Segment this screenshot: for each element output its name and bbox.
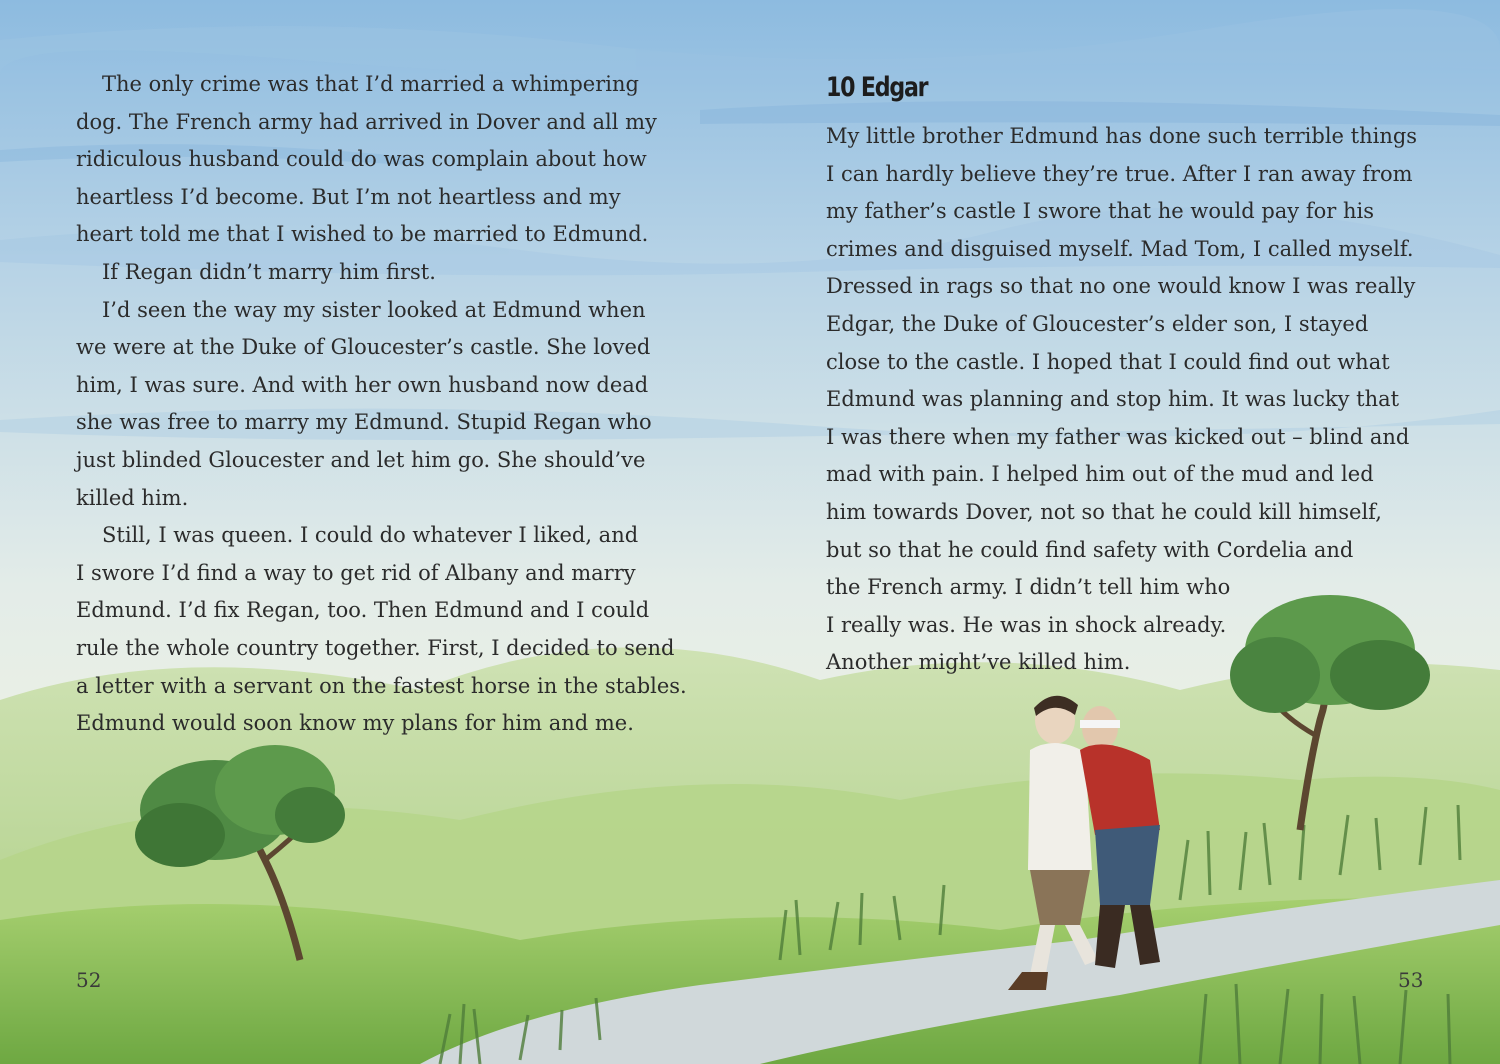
text-line: I was there when my father was kicked out – blind and bbox=[826, 424, 1410, 449]
text-line: The only crime was that I’d married a whimpering bbox=[102, 72, 639, 96]
text-line: my father’s castle I swore that he would pay for his bbox=[826, 199, 1374, 224]
text-line: a letter with a servant on the fastest horse in the stables. bbox=[76, 673, 687, 698]
text-line: Edmund was planning and stop him. It was lucky that bbox=[826, 387, 1400, 412]
text-line: I swore I’d find a way to get rid of Albany and marry bbox=[76, 560, 636, 585]
text-line: Dressed in rags so that no one would know I was really bbox=[826, 274, 1416, 299]
right-page-text bbox=[826, 118, 1446, 682]
text-line: heart told me that I wished to be married to Edmund. bbox=[76, 222, 649, 247]
text-line: we were at the Duke of Gloucester’s castle. She loved bbox=[76, 335, 651, 360]
page-number-left: 52 bbox=[76, 968, 102, 992]
chapter-title: 10 Edgar bbox=[826, 72, 928, 103]
text-line: crimes and disguised myself. Mad Tom, I called myself. bbox=[826, 236, 1414, 261]
text-line: Edgar, the Duke of Gloucester’s elder son, I stayed bbox=[826, 311, 1369, 336]
page-number-right: 53 bbox=[1398, 968, 1424, 992]
text-line: If Regan didn’t marry him first. bbox=[102, 259, 436, 284]
text-line: I can hardly believe they’re true. After I ran away from bbox=[826, 161, 1413, 186]
text-line: heartless I’d become. But I’m not heartless and my bbox=[76, 184, 621, 209]
text-line: but so that he could find safety with Cordelia and bbox=[826, 537, 1354, 562]
text-line: I really was. He was in shock already. bbox=[826, 612, 1227, 637]
text-line: ridiculous husband could do was complain about how bbox=[76, 147, 647, 172]
text-line: she was free to marry my Edmund. Stupid Regan who bbox=[76, 410, 652, 435]
text-line: close to the castle. I hoped that I could find out what bbox=[826, 349, 1390, 374]
text-line: just blinded Gloucester and let him go. She should’ve bbox=[76, 447, 646, 472]
text-line: dog. The French army had arrived in Dover and all my bbox=[76, 109, 657, 134]
text-line: killed him. bbox=[76, 485, 189, 510]
text-line: I’d seen the way my sister looked at Edmund when bbox=[102, 297, 646, 322]
text-line: My little brother Edmund has done such terrible things bbox=[826, 124, 1418, 148]
text-line: mad with pain. I helped him out of the mud and led bbox=[826, 462, 1374, 487]
text-line: Edmund. I’d fix Regan, too. Then Edmund and I could bbox=[76, 598, 650, 623]
text-line: him towards Dover, not so that he could kill himself, bbox=[826, 499, 1382, 524]
text-line: him, I was sure. And with her own husband now dead bbox=[76, 372, 649, 397]
left-page-text bbox=[76, 66, 716, 743]
text-line: Another might’ve killed him. bbox=[826, 650, 1131, 675]
text-line: the French army. I didn’t tell him who bbox=[826, 575, 1231, 600]
text-line: Edmund would soon know my plans for him and me. bbox=[76, 711, 634, 736]
text-line: Still, I was queen. I could do whatever I liked, and bbox=[102, 523, 639, 548]
text-line: rule the whole country together. First, I decided to send bbox=[76, 635, 675, 660]
